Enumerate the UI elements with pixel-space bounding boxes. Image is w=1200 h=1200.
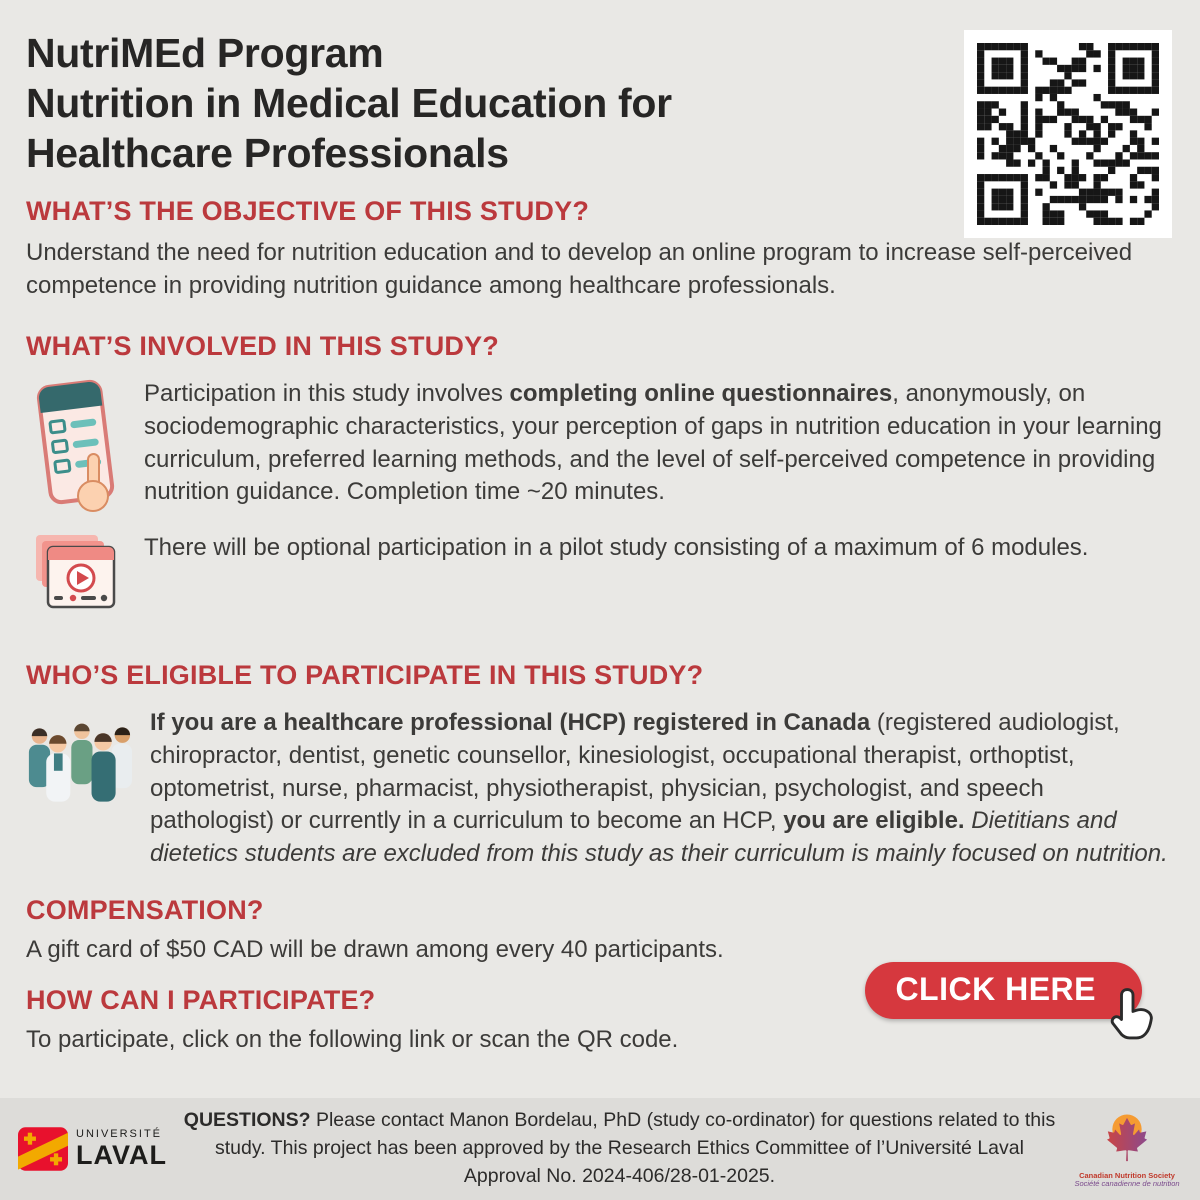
canadian-nutrition-society-logo [1072,1110,1182,1189]
eligible-item [26,707,1174,871]
qr-pattern [977,43,1159,225]
cns-name-en: Canadian Nutrition Society [1079,1170,1175,1180]
laval-shield-icon [18,1127,68,1171]
cns-maple-leaf-icon [1091,1110,1163,1172]
universite-laval-logo [18,1127,167,1171]
laval-wordmark [76,1129,167,1169]
questionnaire-phone-icon [26,378,126,516]
involved-text-1: Participation in this study involves completing online questionnaires, anonymously, on sociodemographic characteristics, your perception of gaps in nutrition education in your learning curriculum, preferred learning methods, and the level of self-perceived competence in providing nutrition guidance. Completion time ~20 minutes. [144,379,1162,506]
page-title [26,28,946,178]
section-heading-compensation: COMPENSATION? [26,895,264,926]
involved-item [26,378,1174,516]
footer-questions-text: QUESTIONS? Please contact Manon Bordelau, PhD (study co-ordinator) for questions related to this study. This project has been approved by the Research Ethics Committee of l’Université Laval Approval No. 2024-406/28-01-2025. [183,1109,1056,1187]
laval-large-text: LAVAL [76,1139,167,1170]
compensation-text: A gift card of $50 CAD will be drawn among every 40 participants. [26,936,724,964]
section-heading-eligible: WHO’S ELIGIBLE TO PARTICIPATE IN THIS STUDY? [26,659,704,690]
footer [0,1098,1200,1200]
click-here-label: CLICK HERE [895,971,1096,1007]
objective-text: Understand the need for nutrition education and to develop an online program to increase self-perceived competence in providing nutrition guidance among healthcare professionals. [26,239,1133,299]
healthcare-professionals-icon [26,707,132,823]
section-heading-objective: WHAT’S THE OBJECTIVE OF THIS STUDY? [26,196,590,227]
involved-text-2: There will be optional participation in a pilot study consisting of a maximum of 6 modules. [144,533,1089,561]
laval-small-text: UNIVERSITÉ [76,1128,163,1141]
section-heading-participate: HOW CAN I PARTICIPATE? [26,985,376,1016]
click-here-button[interactable] [865,962,1142,1019]
title-line-3: Healthcare Professionals [26,130,509,177]
hand-cursor-icon [1110,985,1156,1037]
qr-code [964,30,1172,238]
involved-item [26,532,1174,620]
section-heading-involved: WHAT’S INVOLVED IN THIS STUDY? [26,330,500,361]
pilot-modules-icon [26,532,126,620]
cns-name-fr: Société canadienne de nutrition [1074,1179,1180,1188]
title-line-1: NutriMEd Program [26,30,384,76]
title-line-2: Nutrition in Medical Education for [26,80,672,127]
participate-text: To participate, click on the following link or scan the QR code. [26,1026,679,1054]
eligible-text: If you are a healthcare professional (HCP) registered in Canada (registered audiologist, chiropractor, dentist, genetic counsellor, kinesiologist, occupational therapist, orthoptist, optometrist, nurse, pharmacist, physiotherapist, physician, psychologist, and speech pathologist) or currently in a curriculum to become an HCP, you are eligible. Dietitians and dietetics students are excluded from this study as their curriculum is mainly focused on nutrition. [150,708,1168,868]
